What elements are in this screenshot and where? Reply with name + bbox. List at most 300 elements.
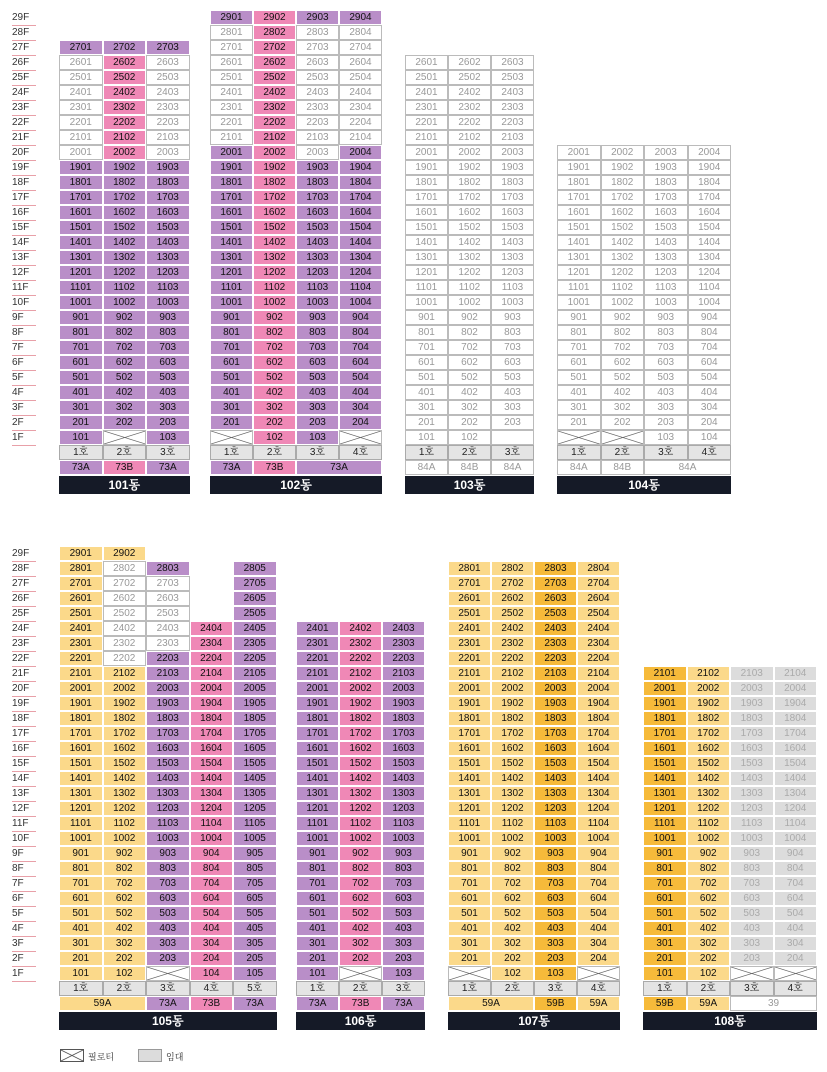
unit-cell[interactable]: 2501: [59, 70, 103, 85]
unit-cell[interactable]: 2001: [643, 681, 687, 696]
unit-cell[interactable]: 2503: [491, 70, 534, 85]
unit-cell[interactable]: 804: [688, 325, 732, 340]
unit-cell[interactable]: 2401: [59, 85, 103, 100]
unit-cell[interactable]: 2401: [405, 85, 448, 100]
unit-cell[interactable]: 1802: [687, 711, 731, 726]
unit-cell[interactable]: 2004: [688, 145, 732, 160]
unit-cell[interactable]: 105: [233, 966, 277, 981]
unit-cell[interactable]: 401: [557, 385, 601, 400]
unit-cell[interactable]: 1201: [405, 265, 448, 280]
unit-cell[interactable]: 702: [103, 340, 147, 355]
unit-cell[interactable]: 1001: [59, 295, 103, 310]
unit-cell[interactable]: 1303: [491, 250, 534, 265]
unit-cell[interactable]: 2803: [534, 561, 577, 576]
unit-cell[interactable]: 1401: [59, 235, 103, 250]
unit-cell[interactable]: 1403: [491, 235, 534, 250]
unit-cell[interactable]: 504: [190, 906, 234, 921]
unit-cell[interactable]: 1603: [491, 205, 534, 220]
unit-cell[interactable]: 1703: [146, 726, 190, 741]
unit-cell[interactable]: 1903: [146, 696, 190, 711]
piloti-cell[interactable]: [210, 430, 253, 445]
unit-cell[interactable]: 2001: [59, 145, 103, 160]
unit-cell[interactable]: 1701: [296, 726, 339, 741]
piloti-cell[interactable]: [774, 966, 818, 981]
unit-cell[interactable]: 802: [448, 325, 491, 340]
unit-cell[interactable]: 2604: [577, 591, 620, 606]
unit-cell[interactable]: 2301: [59, 636, 103, 651]
unit-cell[interactable]: 303: [146, 400, 190, 415]
unit-cell[interactable]: 903: [730, 846, 774, 861]
unit-cell[interactable]: 1204: [774, 801, 818, 816]
unit-cell[interactable]: 1202: [687, 801, 731, 816]
unit-cell[interactable]: 1204: [577, 801, 620, 816]
unit-cell[interactable]: 1701: [448, 726, 491, 741]
unit-cell[interactable]: 702: [687, 876, 731, 891]
unit-cell[interactable]: 1002: [339, 831, 382, 846]
unit-cell[interactable]: 103: [534, 966, 577, 981]
unit-cell[interactable]: 2004: [339, 145, 382, 160]
unit-cell[interactable]: 1703: [730, 726, 774, 741]
unit-cell[interactable]: 1504: [190, 756, 234, 771]
unit-cell[interactable]: 1703: [296, 190, 339, 205]
unit-cell[interactable]: 201: [405, 415, 448, 430]
unit-cell[interactable]: 2702: [103, 40, 147, 55]
unit-cell[interactable]: 1203: [146, 265, 190, 280]
unit-cell[interactable]: 604: [774, 891, 818, 906]
unit-cell[interactable]: 801: [59, 325, 103, 340]
piloti-cell[interactable]: [339, 966, 382, 981]
unit-cell[interactable]: 2803: [146, 561, 190, 576]
unit-cell[interactable]: 2601: [210, 55, 253, 70]
unit-cell[interactable]: 601: [448, 891, 491, 906]
unit-cell[interactable]: 502: [491, 906, 534, 921]
unit-cell[interactable]: 903: [644, 310, 688, 325]
unit-cell[interactable]: 802: [687, 861, 731, 876]
unit-cell[interactable]: 2502: [253, 70, 296, 85]
unit-cell[interactable]: 902: [339, 846, 382, 861]
unit-cell[interactable]: 2401: [210, 85, 253, 100]
unit-cell[interactable]: 1503: [644, 220, 688, 235]
unit-cell[interactable]: 1901: [59, 696, 103, 711]
unit-cell[interactable]: 2503: [296, 70, 339, 85]
unit-cell[interactable]: 1102: [687, 816, 731, 831]
unit-cell[interactable]: 803: [730, 861, 774, 876]
unit-cell[interactable]: 303: [730, 936, 774, 951]
unit-cell[interactable]: 703: [296, 340, 339, 355]
unit-cell[interactable]: 2201: [405, 115, 448, 130]
unit-cell[interactable]: 2003: [146, 681, 190, 696]
unit-cell[interactable]: 2303: [534, 636, 577, 651]
unit-cell[interactable]: 2002: [491, 681, 534, 696]
unit-cell[interactable]: 1501: [405, 220, 448, 235]
unit-cell[interactable]: 601: [405, 355, 448, 370]
unit-cell[interactable]: 1103: [730, 816, 774, 831]
unit-cell[interactable]: 1802: [491, 711, 534, 726]
unit-cell[interactable]: 2403: [382, 621, 425, 636]
unit-cell[interactable]: 1302: [491, 786, 534, 801]
unit-cell[interactable]: 1002: [601, 295, 645, 310]
unit-cell[interactable]: 302: [601, 400, 645, 415]
unit-cell[interactable]: 1203: [382, 801, 425, 816]
unit-cell[interactable]: 1502: [103, 756, 147, 771]
unit-cell[interactable]: 2104: [339, 130, 382, 145]
unit-cell[interactable]: 2202: [491, 651, 534, 666]
unit-cell[interactable]: 1703: [146, 190, 190, 205]
unit-cell[interactable]: 503: [491, 370, 534, 385]
unit-cell[interactable]: 2102: [339, 666, 382, 681]
unit-cell[interactable]: 2304: [339, 100, 382, 115]
unit-cell[interactable]: 1901: [210, 160, 253, 175]
unit-cell[interactable]: 301: [405, 400, 448, 415]
unit-cell[interactable]: 403: [534, 921, 577, 936]
unit-cell[interactable]: 304: [688, 400, 732, 415]
unit-cell[interactable]: 1003: [534, 831, 577, 846]
unit-cell[interactable]: 1704: [774, 726, 818, 741]
unit-cell[interactable]: 801: [448, 861, 491, 876]
unit-cell[interactable]: 2002: [448, 145, 491, 160]
unit-cell[interactable]: 303: [534, 936, 577, 951]
unit-cell[interactable]: 2801: [59, 561, 103, 576]
unit-cell[interactable]: 704: [190, 876, 234, 891]
unit-cell[interactable]: 1501: [59, 756, 103, 771]
unit-cell[interactable]: 501: [59, 906, 103, 921]
unit-cell[interactable]: 2501: [405, 70, 448, 85]
unit-cell[interactable]: 702: [491, 876, 534, 891]
unit-cell[interactable]: 2603: [146, 55, 190, 70]
unit-cell[interactable]: 1801: [448, 711, 491, 726]
unit-cell[interactable]: 2103: [146, 666, 190, 681]
unit-cell[interactable]: 704: [577, 876, 620, 891]
unit-cell[interactable]: 203: [382, 951, 425, 966]
unit-cell[interactable]: 1104: [688, 280, 732, 295]
unit-cell[interactable]: 1104: [339, 280, 382, 295]
unit-cell[interactable]: 601: [643, 891, 687, 906]
unit-cell[interactable]: 303: [644, 400, 688, 415]
unit-cell[interactable]: 504: [577, 906, 620, 921]
unit-cell[interactable]: 1004: [688, 295, 732, 310]
unit-cell[interactable]: 901: [405, 310, 448, 325]
unit-cell[interactable]: 1302: [253, 250, 296, 265]
unit-cell[interactable]: 1803: [382, 711, 425, 726]
unit-cell[interactable]: 503: [382, 906, 425, 921]
unit-cell[interactable]: 902: [491, 846, 534, 861]
unit-cell[interactable]: 303: [296, 400, 339, 415]
unit-cell[interactable]: 1401: [59, 771, 103, 786]
unit-cell[interactable]: 702: [103, 876, 147, 891]
unit-cell[interactable]: 1404: [339, 235, 382, 250]
unit-cell[interactable]: 1601: [59, 205, 103, 220]
unit-cell[interactable]: 701: [405, 340, 448, 355]
unit-cell[interactable]: 1402: [601, 235, 645, 250]
unit-cell[interactable]: 1802: [103, 711, 147, 726]
unit-cell[interactable]: 301: [210, 400, 253, 415]
unit-cell[interactable]: 305: [233, 936, 277, 951]
unit-cell[interactable]: 2402: [448, 85, 491, 100]
unit-cell[interactable]: 1901: [557, 160, 601, 175]
unit-cell[interactable]: 2902: [253, 10, 296, 25]
unit-cell[interactable]: 1001: [448, 831, 491, 846]
unit-cell[interactable]: 805: [233, 861, 277, 876]
unit-cell[interactable]: 1505: [233, 756, 277, 771]
unit-cell[interactable]: 2302: [103, 100, 147, 115]
unit-cell[interactable]: 1905: [233, 696, 277, 711]
unit-cell[interactable]: 302: [339, 936, 382, 951]
unit-cell[interactable]: 1503: [296, 220, 339, 235]
unit-cell[interactable]: 2202: [103, 651, 147, 666]
unit-cell[interactable]: 1703: [491, 190, 534, 205]
unit-cell[interactable]: 202: [448, 415, 491, 430]
building-name[interactable]: 101동: [59, 476, 190, 494]
unit-cell[interactable]: 601: [296, 891, 339, 906]
unit-cell[interactable]: 2305: [233, 636, 277, 651]
unit-cell[interactable]: 203: [491, 415, 534, 430]
unit-cell[interactable]: 1402: [103, 235, 147, 250]
unit-cell[interactable]: 1302: [687, 786, 731, 801]
unit-cell[interactable]: 2301: [59, 100, 103, 115]
unit-cell[interactable]: 103: [644, 430, 688, 445]
unit-cell[interactable]: 1604: [339, 205, 382, 220]
unit-cell[interactable]: 1904: [190, 696, 234, 711]
unit-cell[interactable]: 1002: [103, 295, 147, 310]
unit-cell[interactable]: 804: [339, 325, 382, 340]
unit-cell[interactable]: 2703: [534, 576, 577, 591]
piloti-cell[interactable]: [601, 430, 645, 445]
unit-cell[interactable]: 2302: [253, 100, 296, 115]
unit-cell[interactable]: 203: [730, 951, 774, 966]
unit-cell[interactable]: 903: [382, 846, 425, 861]
unit-cell[interactable]: 401: [448, 921, 491, 936]
unit-cell[interactable]: 2001: [448, 681, 491, 696]
unit-cell[interactable]: 1304: [774, 786, 818, 801]
unit-cell[interactable]: 1303: [534, 786, 577, 801]
unit-cell[interactable]: 1602: [491, 741, 534, 756]
unit-cell[interactable]: 502: [687, 906, 731, 921]
unit-cell[interactable]: 901: [448, 846, 491, 861]
unit-cell[interactable]: 1305: [233, 786, 277, 801]
unit-cell[interactable]: 201: [643, 951, 687, 966]
unit-cell[interactable]: 1801: [59, 711, 103, 726]
unit-cell[interactable]: 1102: [339, 816, 382, 831]
unit-cell[interactable]: 201: [448, 951, 491, 966]
unit-cell[interactable]: 402: [339, 921, 382, 936]
unit-cell[interactable]: 902: [687, 846, 731, 861]
unit-cell[interactable]: 2101: [59, 130, 103, 145]
unit-cell[interactable]: 1301: [405, 250, 448, 265]
unit-cell[interactable]: 1002: [253, 295, 296, 310]
unit-cell[interactable]: 2401: [296, 621, 339, 636]
unit-cell[interactable]: 2901: [210, 10, 253, 25]
unit-cell[interactable]: 2603: [296, 55, 339, 70]
unit-cell[interactable]: 1004: [339, 295, 382, 310]
unit-cell[interactable]: 901: [296, 846, 339, 861]
unit-cell[interactable]: 1704: [190, 726, 234, 741]
unit-cell[interactable]: 2102: [253, 130, 296, 145]
unit-cell[interactable]: 2403: [491, 85, 534, 100]
unit-cell[interactable]: 1604: [688, 205, 732, 220]
unit-cell[interactable]: 2103: [296, 130, 339, 145]
unit-cell[interactable]: 2403: [534, 621, 577, 636]
unit-cell[interactable]: 503: [296, 370, 339, 385]
unit-cell[interactable]: 1001: [643, 831, 687, 846]
unit-cell[interactable]: 2602: [491, 591, 534, 606]
unit-cell[interactable]: 204: [339, 415, 382, 430]
unit-cell[interactable]: 1403: [146, 235, 190, 250]
unit-cell[interactable]: 1803: [644, 175, 688, 190]
unit-cell[interactable]: 602: [601, 355, 645, 370]
unit-cell[interactable]: 1602: [103, 741, 147, 756]
unit-cell[interactable]: 1302: [103, 786, 147, 801]
unit-cell[interactable]: 704: [774, 876, 818, 891]
unit-cell[interactable]: 202: [253, 415, 296, 430]
unit-cell[interactable]: 801: [210, 325, 253, 340]
unit-cell[interactable]: 2402: [103, 85, 147, 100]
unit-cell[interactable]: 1702: [339, 726, 382, 741]
unit-cell[interactable]: 401: [59, 385, 103, 400]
unit-cell[interactable]: 2701: [448, 576, 491, 591]
unit-cell[interactable]: 1002: [103, 831, 147, 846]
unit-cell[interactable]: 901: [210, 310, 253, 325]
unit-cell[interactable]: 2003: [534, 681, 577, 696]
unit-cell[interactable]: 1304: [577, 786, 620, 801]
unit-cell[interactable]: 2302: [103, 636, 147, 651]
unit-cell[interactable]: 1103: [296, 280, 339, 295]
unit-cell[interactable]: 1801: [210, 175, 253, 190]
unit-cell[interactable]: 902: [448, 310, 491, 325]
unit-cell[interactable]: 1901: [296, 696, 339, 711]
unit-cell[interactable]: 1104: [190, 816, 234, 831]
building-name[interactable]: 106동: [296, 1012, 425, 1030]
unit-cell[interactable]: 2002: [687, 681, 731, 696]
unit-cell[interactable]: 1102: [491, 816, 534, 831]
unit-cell[interactable]: 2703: [146, 576, 190, 591]
unit-cell[interactable]: 1302: [103, 250, 147, 265]
unit-cell[interactable]: 402: [253, 385, 296, 400]
unit-cell[interactable]: 1201: [59, 265, 103, 280]
unit-cell[interactable]: 802: [491, 861, 534, 876]
unit-cell[interactable]: 103: [296, 430, 339, 445]
unit-cell[interactable]: 1403: [644, 235, 688, 250]
unit-cell[interactable]: 205: [233, 951, 277, 966]
unit-cell[interactable]: 2003: [644, 145, 688, 160]
empty-cell[interactable]: [491, 430, 534, 445]
unit-cell[interactable]: 1902: [103, 160, 147, 175]
unit-cell[interactable]: 1902: [601, 160, 645, 175]
unit-cell[interactable]: 2603: [491, 55, 534, 70]
unit-cell[interactable]: 1903: [146, 160, 190, 175]
unit-cell[interactable]: 1502: [103, 220, 147, 235]
unit-cell[interactable]: 2705: [233, 576, 277, 591]
unit-cell[interactable]: 1204: [190, 801, 234, 816]
unit-cell[interactable]: 2401: [448, 621, 491, 636]
unit-cell[interactable]: 401: [643, 921, 687, 936]
unit-cell[interactable]: 2003: [146, 145, 190, 160]
unit-cell[interactable]: 1504: [688, 220, 732, 235]
unit-cell[interactable]: 2204: [339, 115, 382, 130]
unit-cell[interactable]: 2002: [339, 681, 382, 696]
unit-cell[interactable]: 1003: [730, 831, 774, 846]
unit-cell[interactable]: 203: [296, 415, 339, 430]
unit-cell[interactable]: 603: [146, 891, 190, 906]
unit-cell[interactable]: 1003: [491, 295, 534, 310]
unit-cell[interactable]: 1602: [103, 205, 147, 220]
unit-cell[interactable]: 1704: [688, 190, 732, 205]
unit-cell[interactable]: 1301: [643, 786, 687, 801]
unit-cell[interactable]: 1503: [534, 756, 577, 771]
unit-cell[interactable]: 2202: [339, 651, 382, 666]
unit-cell[interactable]: 303: [491, 400, 534, 415]
unit-cell[interactable]: 802: [601, 325, 645, 340]
unit-cell[interactable]: 2304: [577, 636, 620, 651]
unit-cell[interactable]: 101: [296, 966, 339, 981]
unit-cell[interactable]: 2205: [233, 651, 277, 666]
unit-cell[interactable]: 2901: [59, 546, 103, 561]
unit-cell[interactable]: 2102: [103, 666, 147, 681]
unit-cell[interactable]: 1603: [534, 741, 577, 756]
unit-cell[interactable]: 1204: [688, 265, 732, 280]
unit-cell[interactable]: 1103: [491, 280, 534, 295]
building-name[interactable]: 104동: [557, 476, 731, 494]
unit-cell[interactable]: 1903: [730, 696, 774, 711]
unit-cell[interactable]: 1603: [644, 205, 688, 220]
unit-cell[interactable]: 1502: [491, 756, 534, 771]
unit-cell[interactable]: 1702: [491, 726, 534, 741]
unit-cell[interactable]: 2503: [146, 70, 190, 85]
unit-cell[interactable]: 102: [491, 966, 534, 981]
unit-cell[interactable]: 2103: [491, 130, 534, 145]
unit-cell[interactable]: 1801: [557, 175, 601, 190]
unit-cell[interactable]: 101: [59, 966, 103, 981]
unit-cell[interactable]: 1803: [146, 711, 190, 726]
unit-cell[interactable]: 1702: [103, 726, 147, 741]
unit-cell[interactable]: 303: [146, 936, 190, 951]
unit-cell[interactable]: 2201: [296, 651, 339, 666]
unit-cell[interactable]: 1001: [405, 295, 448, 310]
unit-cell[interactable]: 1304: [688, 250, 732, 265]
unit-cell[interactable]: 603: [382, 891, 425, 906]
unit-cell[interactable]: 203: [146, 951, 190, 966]
piloti-cell[interactable]: [339, 430, 382, 445]
unit-cell[interactable]: 1001: [59, 831, 103, 846]
unit-cell[interactable]: 1001: [557, 295, 601, 310]
unit-cell[interactable]: 1804: [190, 711, 234, 726]
unit-cell[interactable]: 603: [491, 355, 534, 370]
unit-cell[interactable]: 1702: [448, 190, 491, 205]
unit-cell[interactable]: 2302: [339, 636, 382, 651]
unit-cell[interactable]: 1301: [59, 786, 103, 801]
unit-cell[interactable]: 1803: [534, 711, 577, 726]
unit-cell[interactable]: 502: [103, 906, 147, 921]
unit-cell[interactable]: 201: [296, 951, 339, 966]
unit-cell[interactable]: 204: [577, 951, 620, 966]
unit-cell[interactable]: 1903: [491, 160, 534, 175]
unit-cell[interactable]: 304: [774, 936, 818, 951]
unit-cell[interactable]: 1803: [296, 175, 339, 190]
unit-cell[interactable]: 2502: [103, 70, 147, 85]
unit-cell[interactable]: 1401: [405, 235, 448, 250]
unit-cell[interactable]: 1301: [557, 250, 601, 265]
unit-cell[interactable]: 1203: [534, 801, 577, 816]
unit-cell[interactable]: 2203: [491, 115, 534, 130]
unit-cell[interactable]: 2302: [448, 100, 491, 115]
unit-cell[interactable]: 1404: [688, 235, 732, 250]
unit-cell[interactable]: 803: [382, 861, 425, 876]
unit-cell[interactable]: 1003: [644, 295, 688, 310]
unit-cell[interactable]: 2503: [534, 606, 577, 621]
unit-cell[interactable]: 1602: [339, 741, 382, 756]
unit-cell[interactable]: 2301: [296, 636, 339, 651]
unit-cell[interactable]: 2402: [339, 621, 382, 636]
unit-cell[interactable]: 2101: [448, 666, 491, 681]
